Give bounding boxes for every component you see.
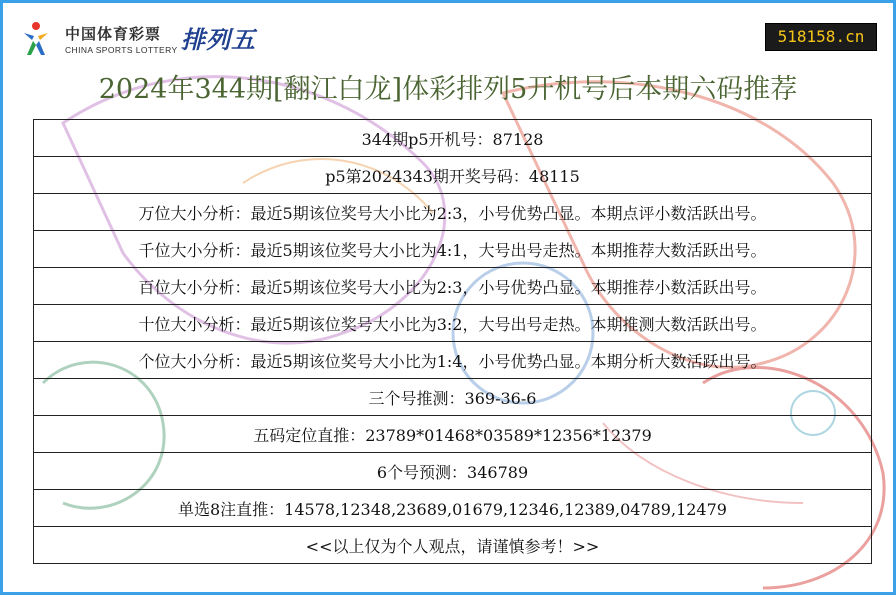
prediction-table bbox=[33, 119, 872, 564]
table-row: 6个号预测：346789 bbox=[34, 452, 871, 489]
table-row: p5第2024343期开奖号码：48115 bbox=[34, 156, 871, 193]
brand-block bbox=[65, 23, 178, 55]
page-title: 2024年344期[翻江白龙]体彩排列5开机号后本期六码推荐 bbox=[98, 74, 798, 105]
table-row: 个位大小分析：最近5期该位奖号大小比为1:4，小号优势凸显。本期分析大数活跃出号。 bbox=[34, 341, 871, 378]
china-sports-lottery-logo-icon bbox=[21, 21, 51, 57]
table-row: 百位大小分析：最近5期该位奖号大小比为2:3，小号优势凸显。本期推荐小数活跃出号。 bbox=[34, 267, 871, 304]
product-logo-text: 排列五 bbox=[181, 26, 256, 54]
table-row: 三个号推测：369-36-6 bbox=[34, 378, 871, 415]
table-row: 千位大小分析：最近5期该位奖号大小比为4:1，大号出号走热。本期推荐大数活跃出号。 bbox=[34, 230, 871, 267]
header bbox=[3, 3, 893, 63]
table-row: 万位大小分析：最近5期该位奖号大小比为2:3，小号优势凸显。本期点评小数活跃出号。 bbox=[34, 193, 871, 230]
table-row: 单选8注直推：14578,12348,23689,01679,12346,12389,04789,12479 bbox=[34, 489, 871, 526]
table-row: 五码定位直推：23789*01468*03589*12356*12379 bbox=[34, 415, 871, 452]
table-row: 十位大小分析：最近5期该位奖号大小比为3:2，大号出号走热。本期推测大数活跃出号。 bbox=[34, 304, 871, 341]
table-row: 344期p5开机号：87128 bbox=[361, 129, 544, 149]
site-badge: 518158.cn bbox=[765, 23, 877, 51]
brand-name-cn: 中国体育彩票 bbox=[65, 25, 162, 43]
brand-name-en: CHINA SPORTS LOTTERY bbox=[65, 45, 178, 55]
table-row: <<以上仅为个人观点，请谨慎参考！>> bbox=[34, 526, 871, 563]
